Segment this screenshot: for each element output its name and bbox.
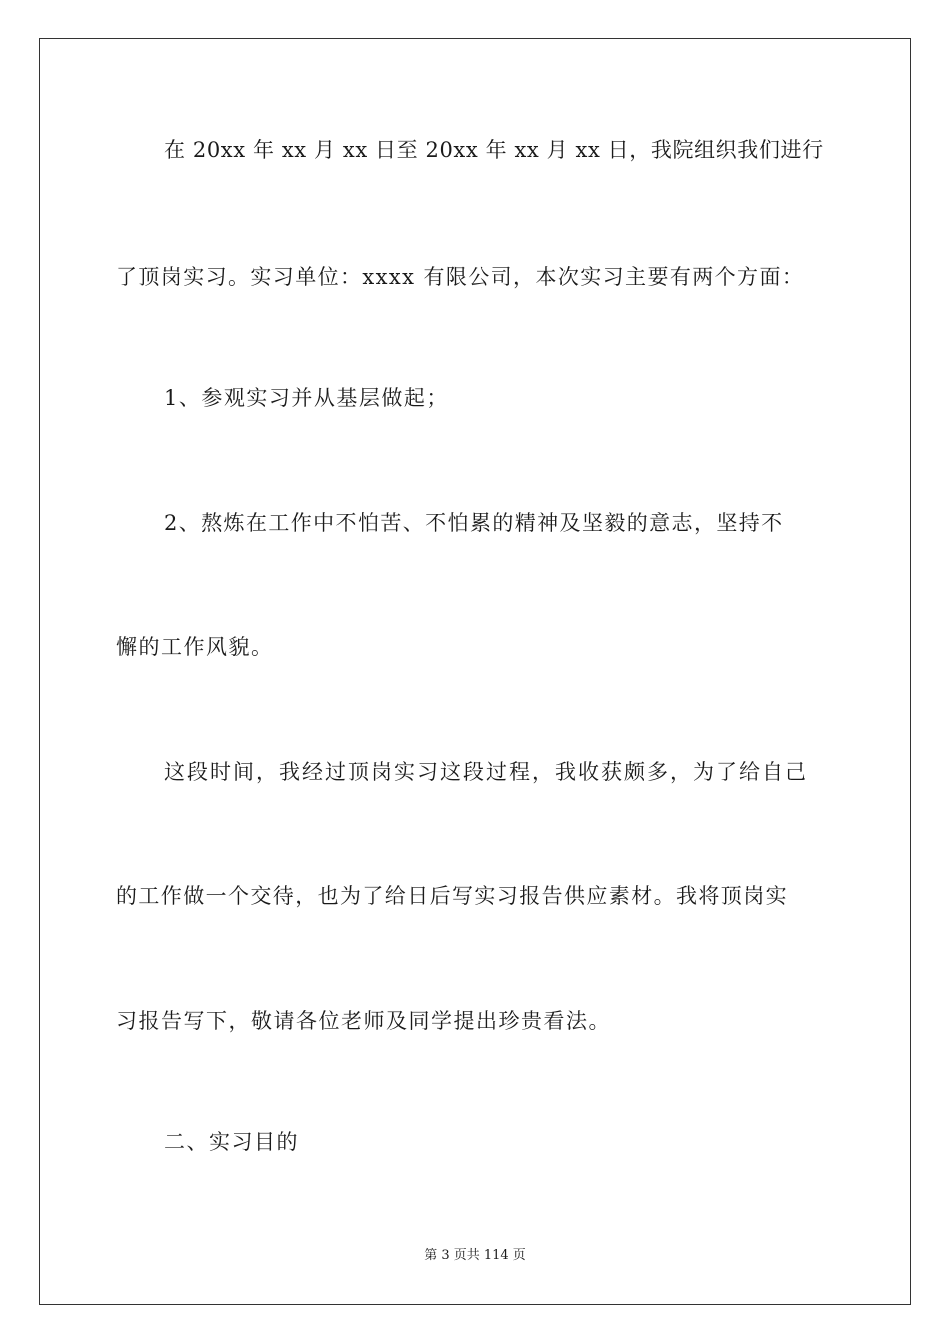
page-border bbox=[39, 38, 911, 1305]
paragraph-line: 的工作做一个交待，也为了给日后写实习报告供应素材。我将顶岗实 bbox=[116, 884, 788, 908]
paragraph-line: 了顶岗实习。实习单位：xxxx 有限公司，本次实习主要有两个方面： bbox=[116, 265, 805, 289]
section-heading: 二、实习目的 bbox=[164, 1130, 299, 1154]
paragraph-line: 这段时间，我经过顶岗实习这段过程，我收获颇多，为了给自己 bbox=[164, 760, 808, 784]
list-item-2: 2、熬炼在工作中不怕苦、不怕累的精神及坚毅的意志，坚持不 bbox=[164, 511, 784, 535]
list-item-2-continuation: 懈的工作风貌。 bbox=[116, 635, 274, 659]
paragraph-line: 习报告写下，敬请各位老师及同学提出珍贵看法。 bbox=[116, 1009, 611, 1033]
page-footer bbox=[0, 1247, 950, 1265]
page-total: 共 114 页 bbox=[466, 1248, 526, 1263]
page-number: 第 3 页 bbox=[424, 1248, 467, 1263]
paragraph-line: 在 20xx 年 xx 月 xx 日至 20xx 年 xx 月 xx 日，我院组织我们进行 bbox=[164, 138, 824, 162]
list-item-1: 1、参观实习并从基层做起； bbox=[164, 386, 449, 410]
